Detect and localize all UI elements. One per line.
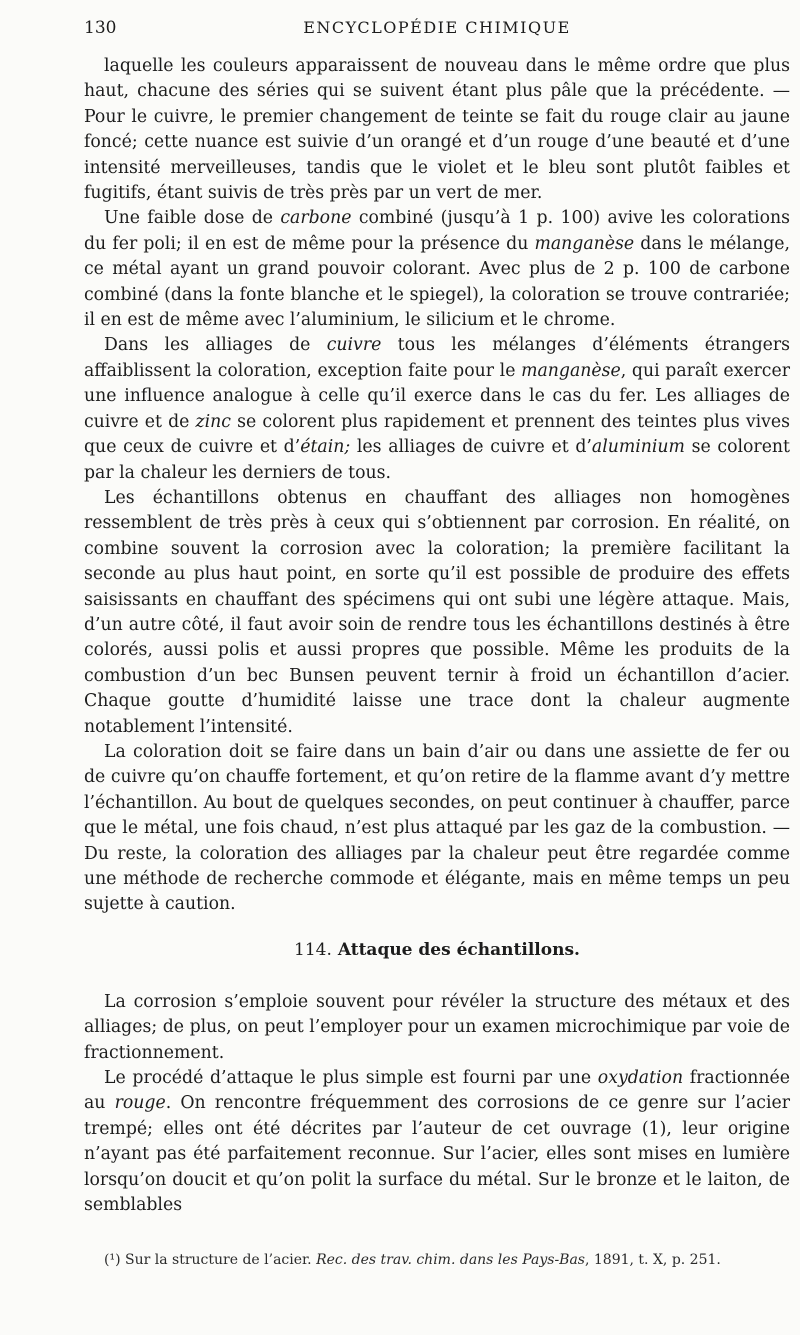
text-run: tous les mélanges d’éléments étrangers affaiblissent la coloration, exception faite pour le <box>84 335 791 381</box>
paragraph <box>84 54 790 206</box>
paragraph <box>84 1066 790 1218</box>
italic-term: carbone <box>280 208 352 229</box>
paragraph <box>84 333 790 485</box>
text-run: La coloration doit se faire dans un bain d’air ou dans une assiette de fer ou de cuivre qu’on chauffe fortement, et qu’on retire de la flamme avant d’y mettre l’échantillon. Au bout de quelques secondes, on peut continuer à chauffer, parce que le métal, une fois chaud, n’est plus attaqué par les gaz de la combustion. — Du reste, la coloration des alliages par la chaleur peut être regardée comme une méthode de recherche commode et élégante, mais en même temps un peu sujette à caution. <box>84 741 790 915</box>
text-run: La corrosion s’emploie souvent pour révéler la structure des métaux et des alliages; de plus, on peut l’employer pour un examen microchimique par voie de fractionnement. <box>84 991 790 1063</box>
paragraph <box>84 206 790 333</box>
italic-term: oxydation <box>597 1068 684 1089</box>
text-run: se colorent par la chaleur les derniers de tous. <box>84 437 790 483</box>
text-run: dans le mélange, ce métal ayant un grand pouvoir colorant. Avec plus de 2 p. 100 de carbone combiné (dans la fonte blanche et le spiegel), la coloration se trouve contrariée; il en est de même avec l’aluminium, le silicium et le chrome. <box>84 233 790 331</box>
italic-term: rouge <box>114 1093 166 1114</box>
text-run: se colorent plus rapidement et prennent des teintes plus vives que ceux de cuivre et d’ <box>84 411 790 458</box>
paragraph <box>84 740 790 918</box>
text-run: , qui paraît exercer une influence analogue à celle qu’il exerce dans le cas du fer. Les alliages de cuivre et de <box>84 360 790 432</box>
text-run: fractionnée au <box>84 1068 790 1114</box>
text-run: Les échantillons obtenus en chauffant des alliages non homogènes ressemblent de très près à ceux qui s’obtiennent par corrosion. En réalité, on combine souvent la corrosion avec la coloration; la première facilitant la seconde au plus haut point, en sorte qu’il est possible de produire des effets saisissants en chauffant des spécimens qui ont subi une légère attaque. Mais, d’un autre côté, il faut avoir soin de rendre tous les échantillons destinés à être colorés, aussi polis et aussi propres que possible. Même les produits de la combustion d’un bec Bunsen peuvent ternir à froid un échantillon d’acier. Chaque goutte d’humidité laisse une trace dont la chaleur augmente notablement l’intensité. <box>84 487 790 737</box>
italic-term: cuivre <box>326 335 382 356</box>
running-title: ENCYCLOPÉDIE CHIMIQUE <box>303 18 571 37</box>
italic-term: manganèse <box>534 233 635 254</box>
section-title: Attaque des échantillons. <box>337 939 580 960</box>
text-run: Le procédé d’attaque le plus simple est fourni par une <box>104 1068 598 1089</box>
footnote <box>104 1250 790 1270</box>
section-number: 114. <box>294 939 332 960</box>
text-run: , 1891, t. X, p. 251. <box>585 1252 721 1268</box>
paragraph <box>84 486 790 740</box>
text-run: (¹) Sur la structure de l’acier. <box>104 1252 317 1268</box>
italic-term: Rec. des trav. chim. dans les Pays-Bas <box>316 1252 585 1268</box>
text-run: laquelle les couleurs apparaissent de nouveau dans le même ordre que plus haut, chacune des séries qui se suivent étant plus pâle que la précédente. — Pour le cuivre, le premier changement de teinte se fait du rouge clair au jaune foncé; cette nuance est suivie d’un orangé et d’un rouge d’une beauté et d’une intensité merveilleuses, tandis que le violet et le bleu sont plutôt faibles et fugitifs, étant suivis de très près par un vert de mer. <box>84 56 790 204</box>
page-number: 130 <box>84 18 117 38</box>
text-run: Dans les alliages de <box>104 335 327 356</box>
italic-term: aluminium <box>591 437 685 458</box>
paragraph <box>84 990 790 1066</box>
section-heading <box>84 918 790 990</box>
text-run: les alliages de cuivre et d’ <box>350 437 592 458</box>
text-run: combiné (jusqu’à 1 p. 100) avive les colorations du fer poli; il en est de même pour la présence du <box>84 208 790 254</box>
italic-term: manganèse <box>521 360 621 381</box>
text-run: . On rencontre fréquemment des corrosions de ce genre sur l’acier trempé; elles ont été décrites par l’auteur de cet ouvrage (1), leur origine n’ayant pas été parfaitement reconnue. Sur l’acier, elles sont mises en lumière lorsqu’on doucit et qu’on polit la surface du métal. Sur le bronze et le laiton, de semblables <box>84 1093 790 1216</box>
body-text <box>84 54 790 1218</box>
italic-term: étain; <box>300 437 351 458</box>
text-run: Une faible dose de <box>104 208 281 229</box>
italic-term: zinc <box>195 411 231 432</box>
page-header <box>84 18 790 42</box>
